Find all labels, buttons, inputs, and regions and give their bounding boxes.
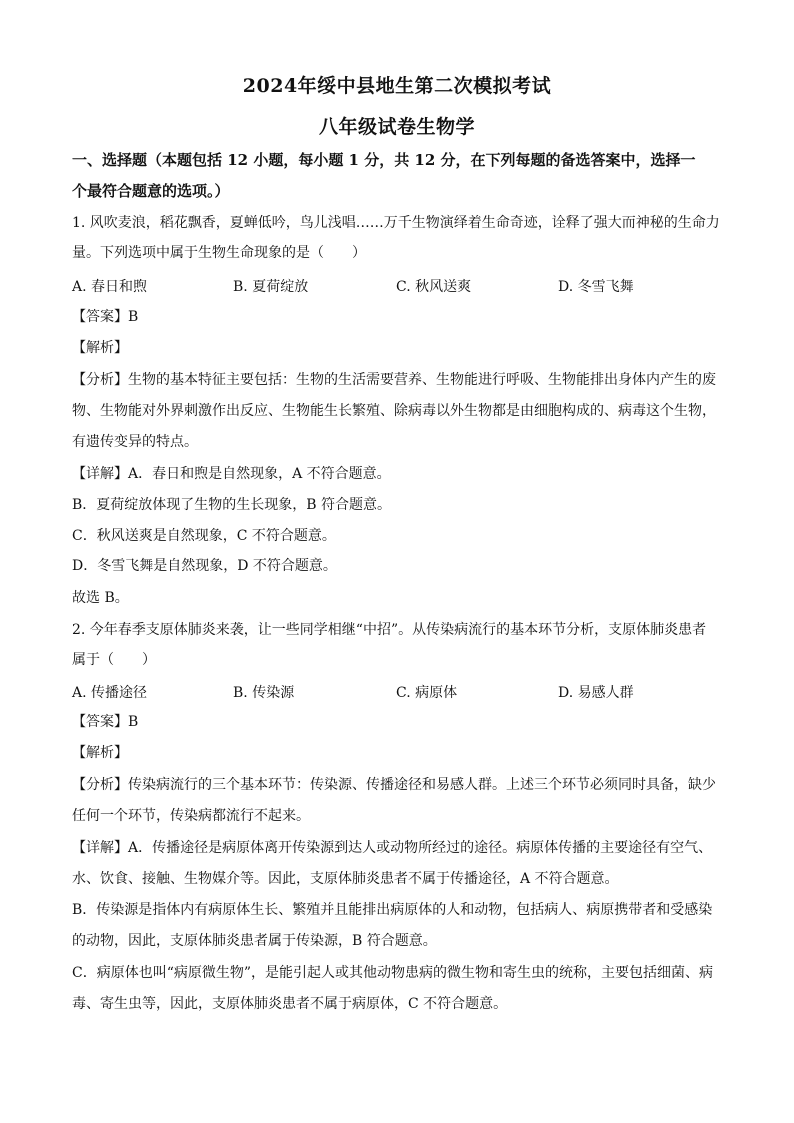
q2-stem-line2: 属于（ ） [72,652,156,668]
q1-fenxi-line3: 有遗传变异的特点。 [72,434,198,450]
q1-xiangjie-line3: C．秋风送爽是自然现象，C 不符合题意。 [72,528,336,544]
q1-xiangjie-line2: B．夏荷绽放体现了生物的生长现象，B 符合题意。 [72,497,392,513]
q2-fenxi-line2: 任何一个环节，传染病都流行不起来。 [72,808,310,824]
q2-xiangjie-line4: 的动物，因此，支原体肺炎患者属于传染源，B 符合题意。 [72,933,437,949]
q1-stem-line2: 量。下列选项中属于生物生命现象的是（ ） [72,245,366,261]
exam-title: 2024年绥中县地生第二次模拟考试 [242,75,552,97]
q1-analysis-label: 【解析】 [72,340,128,356]
q1-stem-line1: 1. 风吹麦浪，稻花飘香，夏蝉低吟，鸟儿浅唱……万千生物演绎着生命奇迹，诠释了强大而神秘的生命力 [72,215,720,231]
q2-answer: 【答案】B [72,714,139,730]
q2-option-c: C. 病原体 [396,685,458,701]
q1-option-c: C. 秋风送爽 [396,279,472,295]
q2-analysis-label: 【解析】 [72,745,128,761]
q2-option-a: A. 传播途径 [72,685,148,701]
q2-fenxi-line1: 【分析】传染病流行的三个基本环节：传染源、传播途径和易感人群。上述三个环节必须同时具备，缺少 [72,777,716,793]
q1-conclusion: 故选 B。 [72,590,129,606]
q1-xiangjie-line4: D．冬雪飞舞是自然现象，D 不符合题意。 [72,558,337,574]
q1-answer: 【答案】B [72,309,139,325]
q1-option-d: D. 冬雪飞舞 [558,279,634,295]
q2-stem-line1: 2. 今年春季支原体肺炎来袭，让一些同学相继“中招”。从传染病流行的基本环节分析，支原体肺炎患者 [72,622,707,638]
section-heading-line2: 个最符合题意的选项。） [72,182,230,200]
q1-option-b: B. 夏荷绽放 [233,279,309,295]
q2-xiangjie-line3: B．传染源是指体内有病原体生长、繁殖并且能排出病原体的人和动物，包括病人、病原携带者和受感染 [72,902,713,918]
exam-subtitle: 八年级试卷生物学 [318,116,475,138]
q1-fenxi-line2: 物、生物能对外界刺激作出反应、生物能生长繁殖、除病毒以外生物都是由细胞构成的、病毒这个生物， [72,403,716,419]
q2-xiangjie-line2: 水、饮食、接触、生物媒介等。因此，支原体肺炎患者不属于传播途径，A 不符合题意。 [72,871,619,887]
q2-option-b: B. 传染源 [233,685,295,701]
q1-fenxi-line1: 【分析】生物的基本特征主要包括：生物的生活需要营养、生物能进行呼吸、生物能排出身体内产生的废 [72,372,716,388]
q1-option-a: A. 春日和煦 [72,279,148,295]
q2-xiangjie-line1: 【详解】A．传播途径是病原体离开传染源到达人或动物所经过的途径。病原体传播的主要途径有空气、 [72,840,713,856]
q2-xiangjie-line6: 毒、寄生虫等，因此，支原体肺炎患者不属于病原体，C 不符合题意。 [72,996,508,1012]
section-heading-line1: 一、选择题（本题包括 12 小题，每小题 1 分，共 12 分，在下列每题的备选答案中，选择一 [72,151,696,169]
q1-xiangjie-line1: 【详解】A．春日和煦是自然现象，A 不符合题意。 [72,466,391,482]
q2-option-d: D. 易感人群 [558,685,634,701]
q2-xiangjie-line5: C．病原体也叫“病原微生物”，是能引起人或其他动物患病的微生物和寄生虫的统称，主要包括细菌、病 [72,965,714,981]
